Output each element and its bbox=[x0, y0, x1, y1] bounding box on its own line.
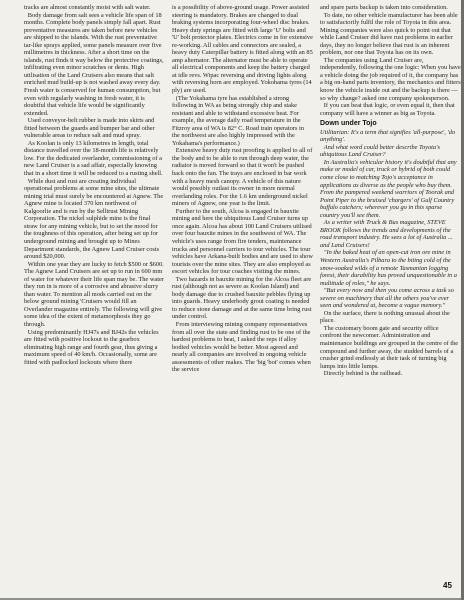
paragraph: is a possibility of above-ground usage. Power assisted steering is mandatory. Brakes are changed to dual braking systems incorporating four-wheel disc brakes. Heavy duty springs are fitted with large 'U' bolts and 'U' bolt protector plates. Electrics come in for extensive re-working. All cables and connectors are sealed, a heavy duty Caterpillar battery is fitted along with an 85 amp alternator. The alternator must be able to operate all electrical components and keep the battery charged at idle revs. Wipac reversing and driving lights along with reversing horn are employed. Yokohama tyres (14 ply) are used. bbox=[172, 4, 313, 95]
section-heading: Down under Tojo bbox=[320, 120, 377, 128]
article-column-2 bbox=[172, 4, 313, 590]
paragraph: tracks are almost constantly moist with salt water. bbox=[24, 4, 151, 11]
paragraph: (The Yokahama tyre has established a strong following in WA as being strongly chip and stake resistant and able to withstand excessive heat. For example, the average daily road temperature in the Fitzroy area of WA is 82° C. Road train operators in the northwest are also highly impressed with the Yokahama's performance.) bbox=[172, 94, 304, 147]
paragraph: If you can beat that logic, or even equal it, then that company will have a winner as big as Toyota. bbox=[320, 102, 455, 117]
paragraph: "But every now and then you come across a task so severe on machinery that all the others you've ever seen and wondered at, become a vague memory." bbox=[320, 287, 454, 310]
paragraph: "In the baked heat of an open-cut iron ore mine in Western Australia's Pilbara to the biting cold of the snow-soaked wilds of a remote Tasmanian logging forest, their durability has proved unquestionable in a multitude of roles," he says. bbox=[320, 249, 457, 287]
paragraph: Body damage from salt sees a vehicle life span of 18 months. Complete body panels simply fall apart. Rust preventative measures are taken before new vehicles are shipped to the islands. With the rust preventative tar-like sprays applied, some panels measure over five millimetres in thickness. After a short time on the islands, rust finds it way below the protective coatings, infiltrating even minor scratches or dents. High utilisation of the Land Cruisers also means that salt enriched mud build-up is not washed away every day. Fresh water is conserved for human consumption, but even with regularly washing in fresh water, it is doubtful that vehicle life would be significantly extended. bbox=[24, 11, 164, 117]
paragraph: Using predominantly HJ47s and BJ42s the vehicles are fitted with positive lockout to the gearbox eliminating high range and fourth gear, thus giving a maximum speed of 40 km/h. Occasionally, some are fitted with padlocked lockouts where there bbox=[24, 328, 159, 366]
paragraph: Within one year they are lucky to fetch $500 or $600. The Agnew Land Cruisers are set up to run in 600 mm of water for whatever their life span may be. The water they run in is more of a corrosive and abrasive slurry than water. To mention all mods carried out on the below ground mining 'Cruisers would fill an Overlander magazine entirely. The following will give some idea of the extent of metamorphosis they go through. bbox=[24, 260, 164, 328]
paragraph: As a writer with Truck & Bus magazine, STEVE BROOK follows the trends and developments of the road transport industry. He sees a lot of Australia ... and Land Cruisers! bbox=[320, 219, 453, 249]
paragraph: While dust and rust are creating individual operational problems at some mine sites, the ultimate mining trial must surely be encountered at Agnew. The Agnew mine is located 370 km northwest of Kalgoorlie and is run by the Selltrust Mining Corporation. The nickel sulphide mine is the final straw for any mining vehicle, but to set the mood for the toughness of this operation, after being set up for underground mining and brought up to Mines Department standards, the Agnew Land Cruiser costs around $20,000. bbox=[24, 177, 164, 261]
paragraph: The customary boom gate and security office confront the newcomer. Administration and maintenance buildings are grouped in the centre of the compound and further away, the studded barrels of a crusher grind endlessly at their task of turning big lumps into little lumps. bbox=[320, 324, 459, 370]
paragraph: In Australia's vehicular history it's doubtful that any make or model of car, truck or hybrid of both could come close to matching Tojo's acceptance in applications as diverse as the people who buy them. From the pampered weekend warriors of Toorak and Point Piper to the bruised 'chargers' of Gulf Country buffalo catchers; wherever you go in this sparse country you'll see them. bbox=[320, 158, 457, 219]
paragraph: From interviewing mining company representatives from all over the state and finding rust to be one of the hardest problems to beat, I asked the reps if alloy bodied vehicles would be better. Most agreed and nearly all companies are involved in ongoing vehicle assessments of other makes. The 'big 'bot' comes when the service bbox=[172, 320, 311, 374]
paragraph: Directly behind is the railhead. bbox=[323, 370, 403, 378]
paragraph: and spare parts backup is taken into consideration. bbox=[320, 4, 448, 11]
paragraph: Extensive heavy duty rust proofing is applied to all of the body and to be able to run through deep water, the radiator is moved forward so that it won't be pushed back onto the fan. The trays are enclosed in bar work with a heavy mesh canopy. A vehicle of this nature would possibly outlast its owner in more normal overlanding roles. For the 1.6 km underground nickel miners of Agnew, one year is the limit. bbox=[172, 147, 313, 208]
paragraph: On the surface, there is nothing unusual about the place. bbox=[320, 309, 450, 325]
page-number: 45 bbox=[443, 581, 452, 590]
paragraph: The companies using Land Cruiser are, independently, following the one logic: When you have a vehicle doing the job required of it, the company has a big on-hand parts inventory, the mechanics and fitters know the vehicle inside out and the backup is there — so why change? asked one company spokesperson. bbox=[320, 56, 461, 102]
paragraph: Further to the south, Alcoa is engaged in bauxite mining and here the ubiquitous Land Cruiser turns up once again. Alcoa has about 100 Land Cruisers utilised over four bauxite mines in the southwest of WA. The vehicle's uses range from fire tenders, maintenance trucks and personnel carriers to tour vehicles. The tour vehicles have Arkana-built bodies and are used to show tourists over the mine sites. They are also employed as escort vehicles for tour coaches visiting the mines. bbox=[172, 207, 313, 276]
paragraph: To date, no other vehicle manufacturer has been able to satisfactorily fulfil the role of Toyota in this area. Mining companies were also quick to point out that while Land Cruiser did have rust problems in earlier days, they no longer believe that rust is an inherent problem, nor one that Toyota has on its own. bbox=[320, 11, 458, 57]
article-column-3 bbox=[320, 4, 461, 590]
paragraph: And what word could better describe Toyota's ubiquitous Land Cruiser? bbox=[320, 143, 440, 159]
article-column-1 bbox=[24, 4, 165, 590]
paragraph: As Koolan is only 13 kilometres in length, total distance travelled over the 18-month life is relatively low. For the dedicated overlander, commissioning of a new Land Cruiser is a sad affair, especially knowing that in a short time it will be reduced to a rusting shell. bbox=[24, 139, 163, 178]
paragraph: Utilitarian: It's a term that signifies 'all-purpose', 'do anything'. bbox=[320, 128, 456, 144]
paragraph: Two hazards in bauxite mining for the Alcoa fleet are rust (although not as severe as Koolan Island) and body damage due to crushed bauxite pebbles flying up into guards. Heavy underbody grout coating is needed to reduce stone damage and at the same time bring rust under control. bbox=[172, 275, 312, 321]
paragraph: Used conveyor-belt rubber is made into skirts and fitted between the guards and bumper bar and other vulnerable areas to reduce salt and mud spray. bbox=[24, 117, 155, 140]
